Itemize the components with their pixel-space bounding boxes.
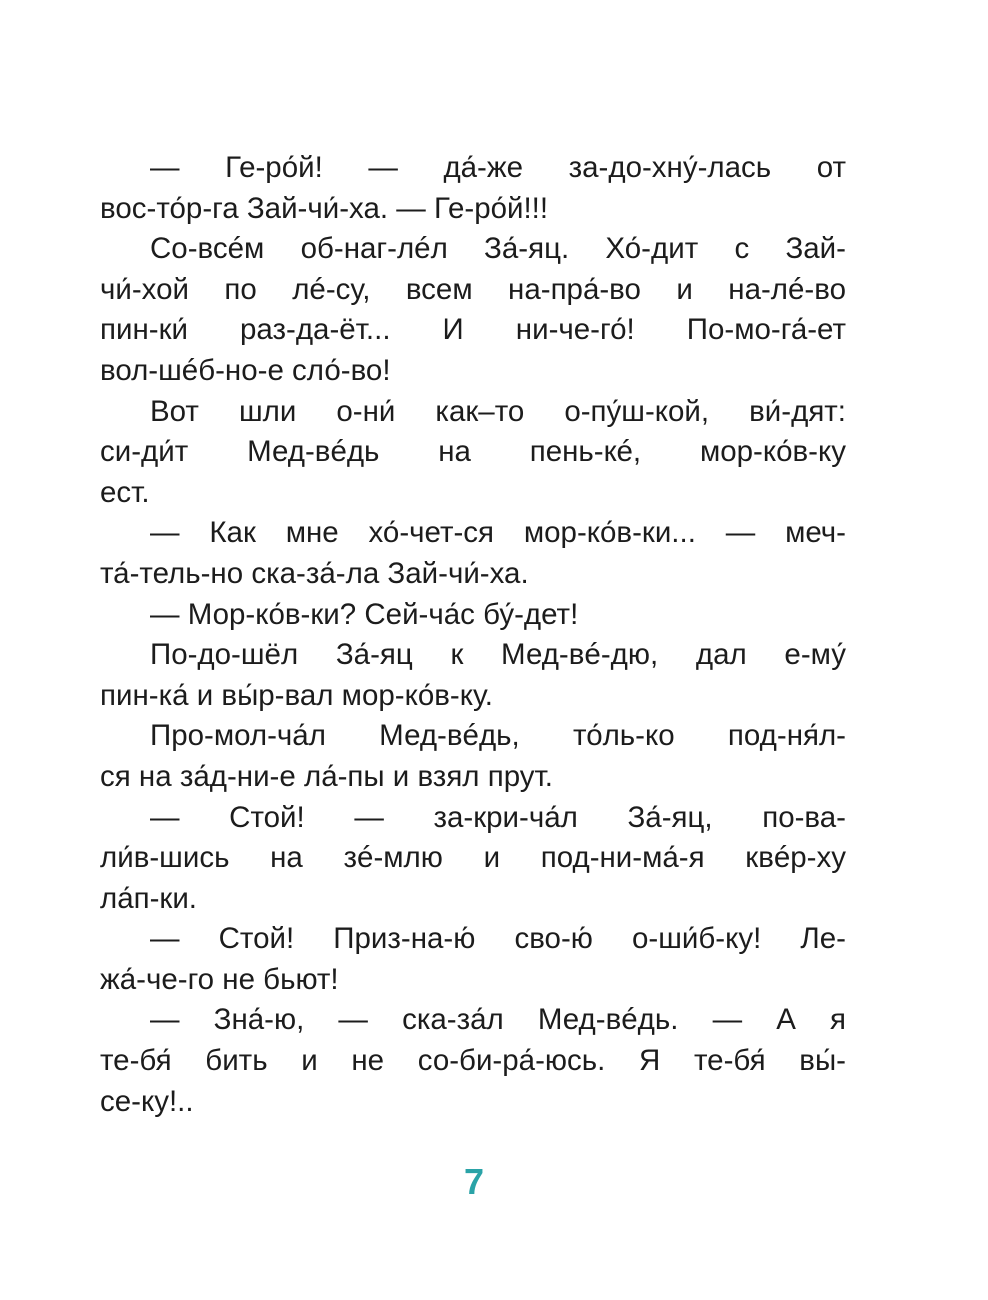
- text-line: пин-ки́ раз-да-ёт... И ни-че-го́! По-мо-га́-ет: [100, 313, 846, 347]
- text-line: — Как мне хо́-чет-ся мор-ко́в-ки... — меч-: [150, 516, 846, 550]
- text-line: — Стой! Приз-на-ю́ сво-ю́ о-ши́б-ку! Ле-: [150, 922, 846, 956]
- story-text: [100, 148, 846, 1122]
- text-line: — Зна́-ю, — ска-за́л Мед-вéдь. — А я: [150, 1003, 846, 1037]
- text-line: се-ку!..: [100, 1084, 194, 1118]
- text-line: жа́-че-го не бьют!: [100, 962, 339, 996]
- text-line: ли́в-шись на зé-млю и под-ни-ма́-я квéр-ху: [100, 841, 846, 875]
- text-line: вол-шéб-но-е сло́-во!: [100, 353, 391, 387]
- text-line: Про-мол-ча́л Мед-вéдь, то́ль-ко под-ня́л-: [150, 719, 846, 753]
- text-line: си-ди́т Мед-вéдь на пень-кé, мор-ко́в-ку: [100, 435, 846, 469]
- text-line: ла́п-ки.: [100, 881, 197, 915]
- text-line: та́-тель-но ска-за́-ла Зай-чи́-ха.: [100, 556, 529, 590]
- text-line: По-до-шёл За́-яц к Мед-вé-дю, дал е-му́: [150, 638, 846, 672]
- text-line: Со-всéм об-наг-лéл За́-яц. Хо́-дит с Зай-: [150, 232, 846, 266]
- text-line: — Мор-ко́в-ки? Сей-ча́с бу́-дет!: [150, 597, 579, 631]
- text-line: пин-ка́ и вы́р-вал мор-ко́в-ку.: [100, 678, 493, 712]
- text-line: чи́-хой по лé-су, всем на-пра́-во и на-лé-во: [100, 272, 846, 306]
- page-number: 7: [463, 1161, 485, 1202]
- text-line: те-бя́ бить и не со-би-ра́-юсь. Я те-бя́ вы́-: [100, 1044, 846, 1078]
- text-line: ест.: [100, 475, 150, 509]
- text-line: вос-то́р-га Зай-чи́-ха. — Ге-ро́й!!!: [100, 191, 549, 225]
- text-line: — Стой! — за-кри-ча́л За́-яц, по-ва-: [150, 800, 846, 834]
- text-line: — Ге-ро́й! — да́-же за-до-хну́-лась от: [150, 151, 846, 184]
- text-line: Вот шли о-ни́ как–то о-пу́ш-кой, ви́-дят:: [150, 394, 846, 428]
- text-line: ся на за́д-ни-е ла́-пы и взял прут.: [100, 759, 553, 793]
